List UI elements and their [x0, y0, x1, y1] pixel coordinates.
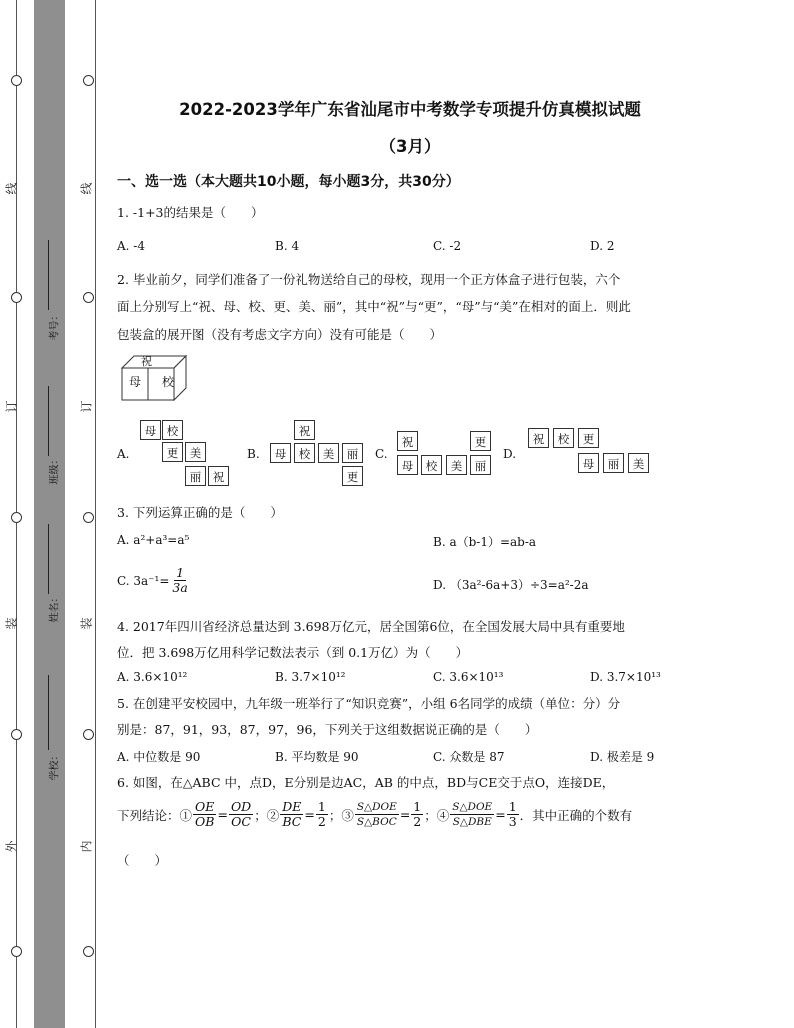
q1-option-a[interactable]: A. -4 — [117, 239, 145, 253]
q3-option-b[interactable]: B. a（b-1）=ab-a — [433, 535, 537, 549]
fraction-denominator: S△BOC — [356, 816, 397, 828]
fraction-denominator: 3 — [508, 814, 517, 829]
fraction-denominator: OC — [231, 814, 251, 829]
seal-char-outer: 外 — [4, 840, 19, 853]
equals-sign: = — [304, 807, 315, 822]
q2-option-c[interactable]: C. — [375, 447, 388, 461]
q6-suffix: ．其中正确的个数有 — [519, 807, 633, 823]
binding-strip — [34, 0, 65, 1028]
class-label: 班级： — [49, 454, 61, 485]
equals-sign: = — [399, 807, 411, 822]
net-c-cell: 更 — [470, 431, 491, 451]
cube-side-face: 校 — [162, 375, 175, 389]
net-b-cell: 美 — [318, 443, 339, 463]
question-4-line2: 位．把 3.698万亿用科学记数法表示（到 0.1万亿）为（ ） — [117, 645, 469, 660]
q4-option-c[interactable]: C. 3.6×10¹³ — [433, 670, 504, 684]
q6-fraction — [193, 800, 216, 829]
binding-hole — [83, 946, 94, 957]
school-label: 学校： — [49, 750, 61, 781]
question-6-answer-blank: （ ） — [117, 853, 168, 868]
fraction-denominator: S△DBE — [452, 816, 492, 828]
net-a-cell: 校 — [162, 420, 183, 440]
class-blank[interactable] — [48, 386, 49, 456]
fraction-numerator: 1 — [508, 799, 517, 814]
net-d-cell: 更 — [578, 428, 599, 448]
q5-option-d[interactable]: D. 极差是 9 — [590, 750, 655, 764]
q4-option-b[interactable]: B. 3.7×10¹² — [275, 670, 346, 684]
net-d-cell: 丽 — [603, 453, 624, 473]
q3-option-a[interactable]: A. a²+a³=a⁵ — [117, 533, 190, 547]
net-a-cell: 祝 — [208, 466, 229, 486]
seal-char-inner: 装 — [79, 617, 94, 630]
q6-fraction — [280, 800, 303, 829]
cube-top-face: 祝 — [141, 355, 152, 368]
q6-fraction — [316, 800, 328, 829]
question-6-line1: 6. 如图，在△ABC 中，点D，E分别是边AC，AB 的中点，BD与CE交于点O，连接DE， — [117, 775, 615, 790]
question-5-line1: 5. 在创建平安校园中，九年级一班举行了“知识竞赛”，小组 6名同学的成绩（单位：分）分 — [117, 696, 621, 711]
seal-char-inner: 内 — [79, 840, 94, 853]
section-heading: 一、选一选（本大题共10小题，每小题3分，共30分） — [117, 174, 460, 190]
fraction-denominator: BC — [282, 814, 302, 829]
question-2-line2: 面上分别写上“祝、母、校、更、美、丽”，其中“祝”与“更”，“母”与“美”在相对的面上．则此 — [117, 299, 631, 314]
binding-hole — [83, 292, 94, 303]
binding-hole — [11, 75, 22, 86]
fraction-numerator: 1 — [317, 799, 326, 814]
q3-option-d[interactable]: D. （3a²-6a+3）÷3=a²-2a — [433, 578, 589, 592]
net-b-cell: 祝 — [294, 420, 315, 440]
net-c-cell: 美 — [446, 455, 467, 475]
net-b-cell: 更 — [342, 466, 363, 486]
net-c-cell: 祝 — [397, 431, 418, 451]
equals-sign: = — [495, 807, 506, 822]
binding-hole — [83, 729, 94, 740]
seal-char-inner: 订 — [79, 400, 94, 413]
net-d-cell: 祝 — [528, 428, 549, 448]
binding-hole — [83, 512, 94, 523]
fraction-denominator: OB — [195, 814, 215, 829]
paper-subtitle: （3月） — [379, 137, 441, 156]
seal-char-outer: 线 — [4, 182, 19, 195]
q4-option-d[interactable]: D. 3.7×10¹³ — [590, 670, 661, 684]
equals-sign: = — [217, 807, 228, 822]
binding-hole — [11, 946, 22, 957]
seal-char-outer: 订 — [4, 400, 19, 413]
q5-option-a[interactable]: A. 中位数是 90 — [117, 750, 201, 764]
q2-option-d[interactable]: D. — [503, 447, 517, 461]
question-2-line1: 2. 毕业前夕，同学们准备了一份礼物送给自己的母校，现用一个正方体盒子进行包装，六个 — [117, 272, 621, 287]
binding-margin — [0, 0, 100, 1028]
fraction-numerator: OE — [195, 799, 215, 814]
fraction-denominator: 2 — [317, 814, 326, 829]
binding-hole — [11, 729, 22, 740]
q1-option-b[interactable]: B. 4 — [275, 239, 300, 253]
q6-fraction — [355, 800, 399, 829]
fraction-denominator: 2 — [413, 814, 422, 829]
name-label: 姓名： — [49, 592, 61, 623]
q6-fraction — [229, 800, 253, 829]
fraction-numerator: S△DOE — [452, 801, 493, 813]
seal-char-inner: 线 — [79, 182, 94, 195]
net-b-cell: 丽 — [342, 443, 363, 463]
q1-option-d[interactable]: D. 2 — [590, 239, 615, 253]
seal-char-outer: 装 — [4, 617, 19, 630]
binding-hole — [83, 75, 94, 86]
exam-number-blank[interactable] — [48, 240, 49, 310]
net-c-cell: 丽 — [470, 455, 491, 475]
binding-hole — [11, 292, 22, 303]
net-b-cell: 母 — [270, 443, 291, 463]
fraction-numerator: 1 — [413, 799, 422, 814]
net-d-cell: 母 — [578, 453, 599, 473]
fraction-numerator: 1 — [176, 565, 185, 580]
q4-option-a[interactable]: A. 3.6×10¹² — [117, 670, 188, 684]
q6-separator: ；④ — [424, 807, 450, 823]
fraction-numerator: OD — [230, 799, 252, 814]
q5-option-c[interactable]: C. 众数是 87 — [433, 750, 505, 764]
question-2-line3: 包装盒的展开图（没有考虑文字方向）没有可能是（ ） — [117, 327, 443, 342]
q6-fraction — [450, 800, 494, 829]
q6-separator: ；③ — [328, 807, 354, 823]
school-blank[interactable] — [48, 675, 49, 750]
q1-option-c[interactable]: C. -2 — [433, 239, 462, 253]
binding-hole — [11, 512, 22, 523]
net-c-cell: 母 — [397, 455, 418, 475]
fraction-numerator: S△DOE — [356, 801, 397, 813]
net-d-cell: 校 — [553, 428, 574, 448]
net-b-cell: 校 — [294, 443, 315, 463]
q6-separator: ；② — [254, 807, 280, 823]
q6-fraction — [411, 800, 423, 829]
net-a-cell: 母 — [140, 420, 161, 440]
fraction-denominator: 3a — [172, 580, 188, 595]
fraction-numerator: DE — [282, 799, 302, 814]
exam-number-label: 考号： — [49, 310, 61, 341]
cube-front-face: 母 — [129, 375, 142, 389]
net-a-cell: 美 — [185, 442, 206, 462]
question-6-conclusions — [117, 800, 632, 829]
q3-option-c[interactable] — [117, 566, 191, 595]
q2-option-a[interactable]: A. — [117, 447, 130, 461]
question-5-line2: 别是：87，91，93，87，97，96，下列关于这组数据说正确的是（ ） — [117, 722, 538, 737]
net-c-cell: 校 — [421, 455, 442, 475]
net-a-cell: 更 — [162, 442, 183, 462]
q3-option-c-prefix: C. 3a⁻¹= — [117, 573, 170, 588]
inner-seal-line — [95, 0, 96, 1028]
q2-option-b[interactable]: B. — [247, 447, 260, 461]
net-a-cell: 丽 — [185, 466, 206, 486]
question-4-line1: 4. 2017年四川省经济总量达到 3.698万亿元，居全国第6位，在全国发展大局中具有重要地 — [117, 619, 625, 634]
paper-title: 2022-2023学年广东省汕尾市中考数学专项提升仿真模拟试题 — [179, 100, 641, 119]
question-3-stem: 3. 下列运算正确的是（ ） — [117, 505, 283, 520]
net-d-cell: 美 — [628, 453, 649, 473]
question-1-stem: 1. -1+3的结果是（ ） — [117, 205, 264, 220]
q5-option-b[interactable]: B. 平均数是 90 — [275, 750, 359, 764]
q6-prefix: 下列结论：① — [117, 807, 193, 823]
name-blank[interactable] — [48, 524, 49, 594]
q6-fraction — [507, 800, 519, 829]
q3-option-c-fraction — [170, 566, 189, 595]
